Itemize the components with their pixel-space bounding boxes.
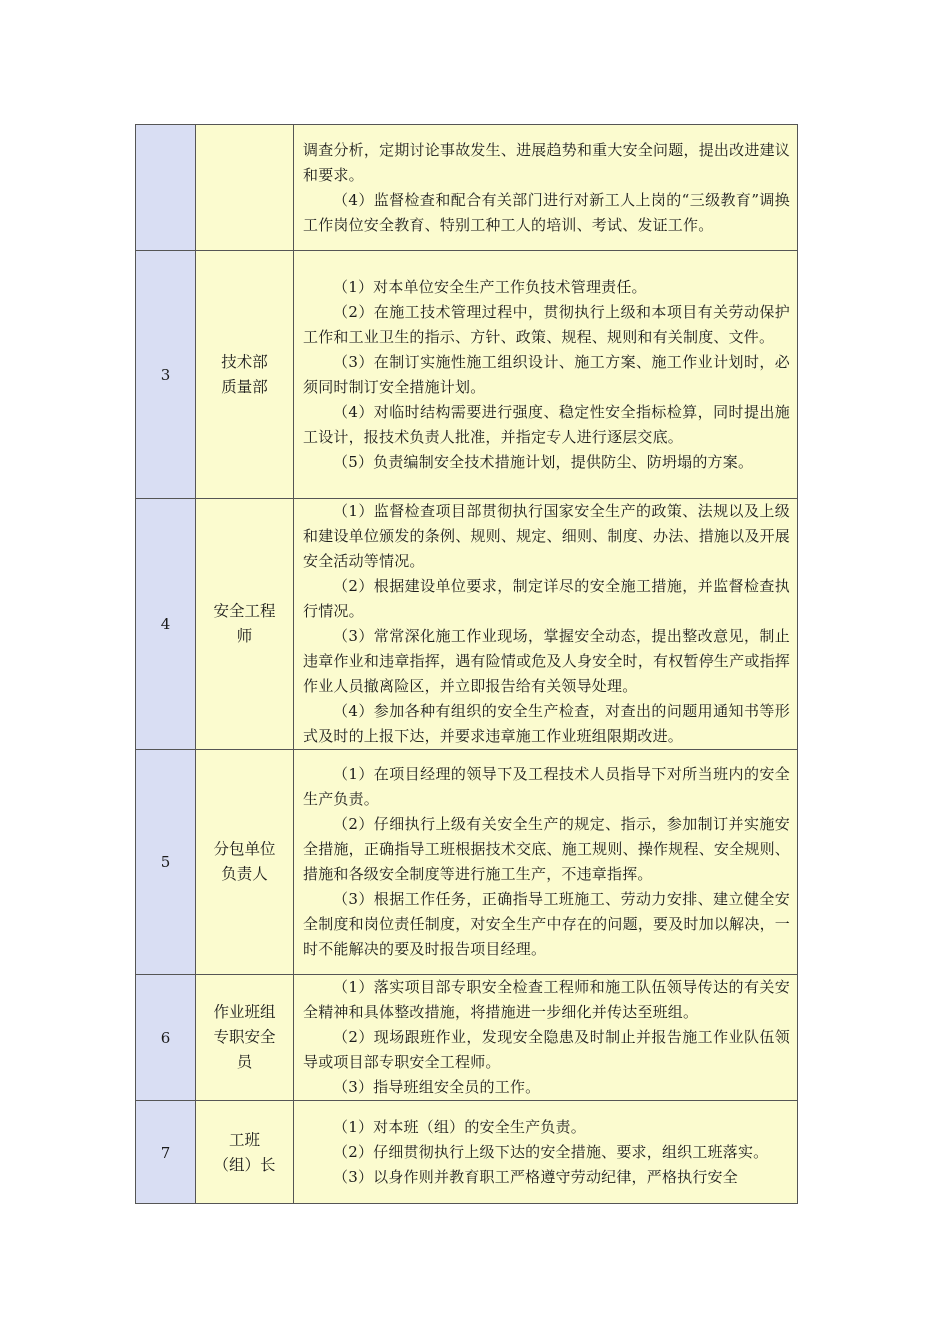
duty-paragraph: （4）参加各种有组织的安全生产检查，对查出的问题用通知书等形式及时的上报下达，并要求违章施工作业班组限期改进。 bbox=[303, 702, 790, 745]
table-row bbox=[136, 750, 798, 975]
row-number: 5 bbox=[160, 853, 171, 871]
row-number: 7 bbox=[160, 1144, 171, 1162]
row-number-cell bbox=[136, 750, 196, 975]
department-name-line: 师 bbox=[236, 627, 253, 645]
duty-paragraph: （3）常常深化施工作业现场，掌握安全动态，提出整改意见，制止违章作业和违章指挥，遇有险情或危及人身安全时，有权暂停生产或指挥作业人员撤离险区，并立即报告给有关领导处理。 bbox=[303, 627, 790, 695]
department-cell bbox=[196, 251, 294, 499]
table-body bbox=[136, 125, 798, 1204]
department-name-line: 专职安全 bbox=[213, 1028, 276, 1046]
duty-paragraph: （1）监督检查项目部贯彻执行国家安全生产的政策、法规以及上级和建设单位颁发的条例、规则、规定、细则、制度、办法、措施以及开展安全活动等情况。 bbox=[303, 502, 790, 570]
department-name-line: 作业班组 bbox=[213, 1003, 276, 1021]
duty-paragraph: 调查分析，定期讨论事故发生、进展趋势和重大安全问题，提出改进建议和要求。 bbox=[303, 140, 790, 184]
duties-cell bbox=[294, 251, 798, 499]
duty-paragraph: （3）在制订实施性施工组织设计、施工方案、施工作业计划时，必须同时制订安全措施计划。 bbox=[303, 352, 790, 396]
row-number: 6 bbox=[160, 1028, 171, 1047]
table-row bbox=[136, 251, 798, 499]
row-number-cell bbox=[136, 1101, 196, 1204]
department-name-line: 工班 bbox=[228, 1131, 260, 1149]
duties-cell bbox=[294, 499, 798, 750]
row-number-cell bbox=[136, 499, 196, 750]
department-name-line: 质量部 bbox=[221, 377, 268, 396]
duty-paragraph: （3）根据工作任务，正确指导工班施工、劳动力安排、建立健全安全制度和岗位责任制度，对安全生产中存在的问题，要及时加以解决，一时不能解决的要及时报告项目经理。 bbox=[303, 890, 790, 958]
table-row bbox=[136, 975, 798, 1101]
department-cell bbox=[196, 1101, 294, 1204]
duties-cell bbox=[294, 975, 798, 1101]
duty-paragraph: （1）在项目经理的领导下及工程技术人员指导下对所当班内的安全生产负责。 bbox=[303, 765, 790, 808]
duty-paragraph: （2）现场跟班作业，发现安全隐患及时制止并报告施工作业队伍领导或项目部专职安全工程师。 bbox=[303, 1028, 790, 1071]
table-row bbox=[136, 125, 798, 251]
duty-paragraph: （2）在施工技术管理过程中，贯彻执行上级和本项目有关劳动保护工作和工业卫生的指示、方针、政策、规程、规则和有关制度、文件。 bbox=[303, 302, 790, 346]
department-name-line: 负责人 bbox=[221, 865, 268, 883]
row-number-cell bbox=[136, 251, 196, 499]
duty-paragraph: （2）根据建设单位要求，制定详尽的安全施工措施，并监督检查执行情况。 bbox=[303, 577, 790, 620]
department-cell bbox=[196, 125, 294, 251]
duty-paragraph: （1）落实项目部专职安全检查工程师和施工队伍领导传达的有关安全精神和具体整改措施，将措施进一步细化并传达至班组。 bbox=[303, 978, 790, 1021]
row-number-cell bbox=[136, 975, 196, 1101]
table-row bbox=[136, 1101, 798, 1204]
duty-paragraph: （4）监督检查和配合有关部门进行对新工人上岗的“三级教育”调换工作岗位安全教育、特别工种工人的培训、考试、发证工作。 bbox=[303, 190, 790, 234]
department-name-line: 技术部 bbox=[221, 352, 268, 371]
department-name-line: （组）长 bbox=[213, 1156, 276, 1174]
department-cell bbox=[196, 499, 294, 750]
duty-paragraph: （2）仔细执行上级有关安全生产的规定、指示，参加制订并实施安全措施，正确指导工班根据技术交底、施工规则、操作规程、安全规则、措施和各级安全制度等进行施工生产，不违章指挥。 bbox=[303, 815, 790, 883]
duties-cell bbox=[294, 750, 798, 975]
duties-cell bbox=[294, 1101, 798, 1204]
duty-paragraph: （3）指导班组安全员的工作。 bbox=[333, 1078, 541, 1096]
row-number-cell bbox=[136, 125, 196, 251]
table-row bbox=[136, 499, 798, 750]
department-cell bbox=[196, 750, 294, 975]
duty-paragraph: （2）仔细贯彻执行上级下达的安全措施、要求，组织工班落实。 bbox=[333, 1142, 769, 1161]
row-number: 3 bbox=[160, 365, 171, 384]
duty-paragraph: （3）以身作则并教育职工严格遵守劳动纪律，严格执行安全 bbox=[333, 1167, 738, 1186]
duty-paragraph: （1）对本单位安全生产工作负技术管理责任。 bbox=[333, 277, 647, 296]
duty-paragraph: （4）对临时结构需要进行强度、稳定性安全指标检算，同时提出施工设计，报技术负责人批准，并指定专人进行逐层交底。 bbox=[303, 402, 790, 446]
row-number: 4 bbox=[160, 615, 171, 633]
department-cell bbox=[196, 975, 294, 1101]
department-name-line: 员 bbox=[236, 1053, 253, 1071]
responsibility-table bbox=[135, 124, 798, 1204]
duty-paragraph: （5）负责编制安全技术措施计划，提供防尘、防坍塌的方案。 bbox=[333, 452, 754, 471]
department-name-line: 安全工程 bbox=[213, 602, 276, 620]
duties-cell bbox=[294, 125, 798, 251]
duty-paragraph: （1）对本班（组）的安全生产负责。 bbox=[333, 1117, 586, 1136]
department-name-line: 分包单位 bbox=[213, 840, 276, 858]
